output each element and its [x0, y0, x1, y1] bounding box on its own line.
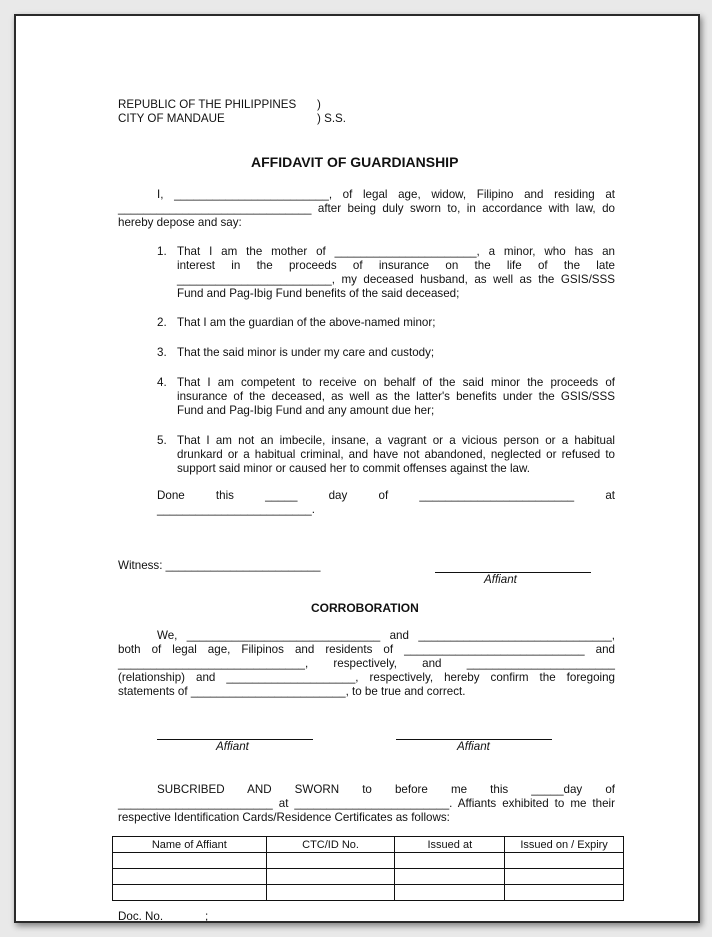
item-line: insurance of the deceased, as well as the latter's benefits under the GSIS/SSS [177, 390, 615, 403]
subscribed-line-3: respective Identification Cards/Residence Certificates as follows: [118, 811, 450, 824]
header-city: CITY OF MANDAUE [118, 112, 225, 125]
column-header: Name of Affiant [113, 837, 267, 853]
item-line: drunkard or a habitual criminal, and have not abandoned, neglected or refused to [177, 448, 615, 461]
affidavit-document [16, 16, 698, 921]
table-row [113, 869, 624, 885]
table-cell [505, 853, 624, 869]
affiant-label: Affiant [457, 740, 490, 753]
item-number: 3. [157, 346, 167, 359]
item-number: 4. [157, 376, 167, 389]
column-header: CTC/ID No. [266, 837, 395, 853]
item-line: That I am the mother of ______________________, a minor, who has an [177, 245, 615, 258]
item-line: Fund and Pag-Ibig Fund benefits of the said deceased; [177, 287, 460, 300]
corroboration-line: statements of ________________________, to be true and correct. [118, 685, 466, 698]
corroboration-heading: CORROBORATION [311, 601, 419, 615]
corroboration-line: both of legal age, Filipinos and residents of ____________________________ and [118, 643, 615, 656]
table-cell [113, 869, 267, 885]
table-cell [395, 853, 505, 869]
intro-line-2: ______________________________ after being duly sworn to, in accordance with law, do [118, 202, 615, 215]
document-title: AFFIDAVIT OF GUARDIANSHIP [251, 154, 459, 170]
intro-line-1: I, ________________________, of legal age, widow, Filipino and residing at [157, 188, 615, 201]
item-line: interest in the proceeds of insurance on the life of the late [177, 259, 615, 272]
table-row [113, 853, 624, 869]
item-line: Fund and Pag-Ibig Fund and any amount due her; [177, 404, 435, 417]
header-ss: ) S.S. [317, 112, 346, 125]
table-cell [266, 869, 395, 885]
item-number: 2. [157, 316, 167, 329]
subscribed-line-1: SUBCRIBED AND SWORN to before me this _____day of [157, 783, 615, 796]
table-row [113, 885, 624, 901]
witness-line: Witness: ________________________ [118, 559, 321, 572]
subscribed-line-2: ________________________ at ________________________. Affiants exhibited to me their [118, 797, 615, 810]
item-line: That I am not an imbecile, insane, a vagrant or a vicious person or a habitual [177, 434, 615, 447]
item-number: 1. [157, 245, 167, 258]
table-header-row [113, 837, 624, 853]
header-paren: ) [317, 98, 321, 111]
table-cell [395, 885, 505, 901]
header-republic: REPUBLIC OF THE PHILIPPINES [118, 98, 297, 111]
item-line: ________________________, my deceased husband, as well as the GSIS/SSS [177, 273, 615, 286]
table-cell [505, 885, 624, 901]
table-cell [395, 869, 505, 885]
table-cell [266, 853, 395, 869]
identification-table [112, 836, 624, 901]
affiant-label: Affiant [484, 573, 517, 586]
done-line-2: ________________________. [157, 503, 315, 516]
column-header: Issued on / Expiry [505, 837, 624, 853]
document-page [14, 14, 700, 923]
table-cell [266, 885, 395, 901]
item-line: That the said minor is under my care and custody; [177, 346, 435, 359]
affiant-label: Affiant [216, 740, 249, 753]
column-header: Issued at [395, 837, 505, 853]
corroboration-line: (relationship) and ____________________, respectively, hereby confirm the foregoing [118, 671, 615, 684]
intro-line-3: hereby depose and say: [118, 216, 242, 229]
corroboration-line: We, ______________________________ and ______________________________, [157, 629, 615, 642]
item-line: That I am the guardian of the above-named minor; [177, 316, 436, 329]
table-cell [505, 869, 624, 885]
table-cell [113, 853, 267, 869]
item-number: 5. [157, 434, 167, 447]
doc-number: Doc. No. ______; [118, 910, 209, 923]
done-line-1: Done this _____ day of ________________________ at [157, 489, 615, 502]
item-line: support said minor or caused her to commit offenses against the law. [177, 462, 530, 475]
table-cell [113, 885, 267, 901]
item-line: That I am competent to receive on behalf of the said minor the proceeds of [177, 376, 615, 389]
corroboration-line: _____________________________, respectively, and _______________________ [118, 657, 615, 670]
